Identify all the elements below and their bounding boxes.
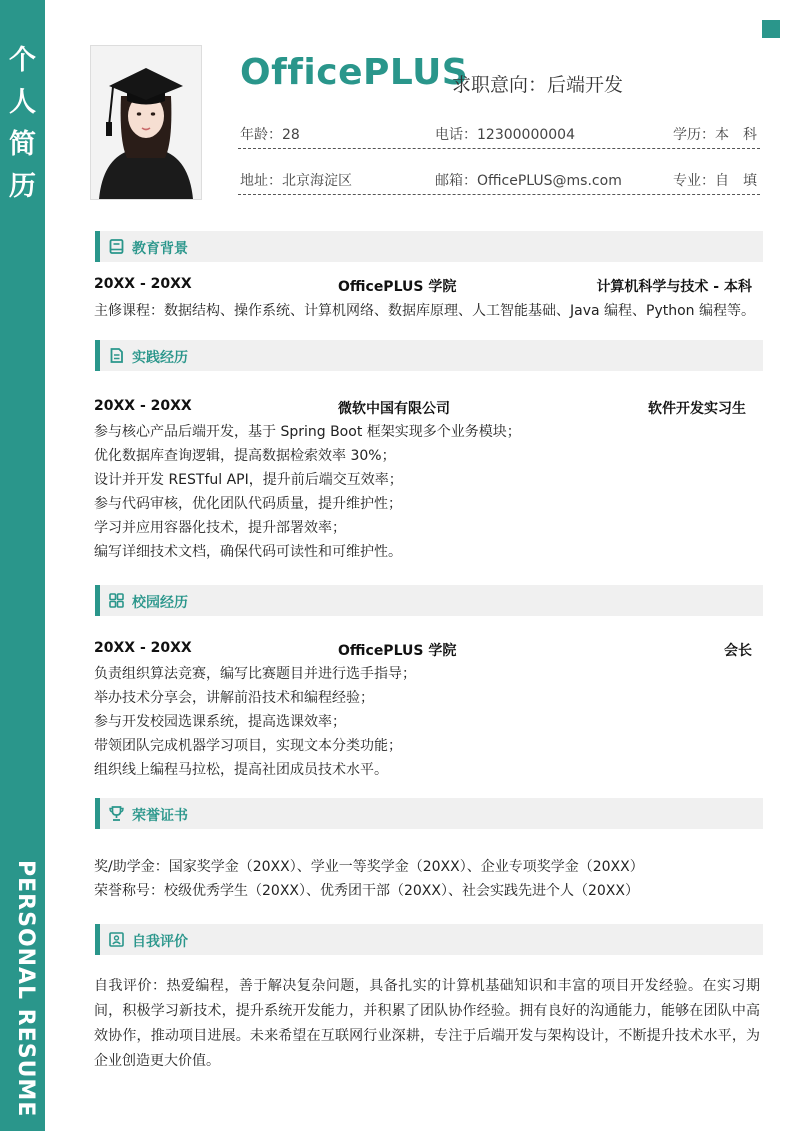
list-item: 参与开发校园选课系统，提高选课效率； [94, 714, 346, 730]
list-item: 编写详细技术文档，确保代码可读性和可维护性。 [94, 544, 402, 560]
book-icon [108, 238, 125, 255]
degree-field: 学历：本 科 [673, 127, 757, 143]
sidebar-english-title: PERSONAL RESUME [13, 860, 38, 1118]
self-eval-text: 自我评价：热爱编程，善于解决复杂问题，具备扎实的计算机基础知识和丰富的项目开发经验。在实习期间，积极学习新技术，提升系统开发能力，并积累了团队协作经验。拥有良好的沟通能力，能够在团队中高效协作，推动项目进展。未来希望在互联网行业深耕，专注于后端开发与架构设计，不断提升技术水平，为企业创造更大价值。 [94, 978, 760, 1069]
sidebar-title-char: 个 [9, 45, 36, 76]
info-row-1 [238, 118, 760, 149]
age-field: 年龄：28 [240, 127, 300, 143]
education-period: 20XX - 20XX [94, 276, 192, 292]
corner-decoration [762, 20, 780, 38]
list-item: 优化数据库查询逻辑，提高数据检索效率 30%； [94, 448, 396, 464]
campus-org: OfficePLUS 学院 [338, 643, 457, 659]
list-item: 设计并开发 RESTful API，提升前后端交互效率； [94, 472, 403, 488]
section-title: 实践经历 [132, 350, 188, 366]
education-courses: 主修课程：数据结构、操作系统、计算机网络、数据库原理、人工智能基础、Java 编程、Python 编程等。 [94, 303, 755, 319]
info-row-2 [238, 164, 760, 195]
sidebar [0, 0, 45, 1131]
trophy-icon [108, 805, 125, 822]
practice-details [94, 420, 760, 564]
phone-field: 电话：12300000004 [435, 127, 575, 143]
list-item: 荣誉称号：校级优秀学生（20XX）、优秀团干部（20XX）、社会实践先进个人（20XX） [94, 883, 639, 899]
section-title: 校园经历 [132, 595, 188, 611]
list-item: 参与核心产品后端开发，基于 Spring Boot 框架实现多个业务模块； [94, 424, 521, 440]
section-title: 荣誉证书 [132, 808, 188, 824]
practice-company: 微软中国有限公司 [338, 401, 450, 417]
sidebar-title-char: 历 [9, 171, 36, 202]
list-item: 奖/助学金：国家奖学金（20XX）、学业一等奖学金（20XX）、企业专项奖学金（20XX） [94, 859, 644, 875]
section-title: 教育背景 [132, 241, 188, 257]
education-degree: 计算机科学与技术 - 本科 [596, 279, 752, 295]
section-practice [95, 340, 763, 371]
person-card-icon [108, 931, 125, 948]
practice-period: 20XX - 20XX [94, 398, 192, 414]
education-entry [94, 276, 752, 298]
campus-period: 20XX - 20XX [94, 640, 192, 656]
section-education [95, 231, 763, 262]
campus-entry [94, 640, 752, 662]
list-item: 参与代码审核，优化团队代码质量，提升维护性； [94, 496, 402, 512]
job-intent: 求职意向：后端开发 [452, 74, 624, 96]
list-item: 带领团队完成机器学习项目，实现文本分类功能； [94, 738, 402, 754]
list-item: 举办技术分享会，讲解前沿技术和编程经验； [94, 690, 374, 706]
sidebar-title-char: 人 [9, 87, 36, 118]
section-campus [95, 585, 763, 616]
list-item: 负责组织算法竞赛，编写比赛题目并进行选手指导； [94, 666, 416, 682]
sidebar-title [0, 40, 45, 208]
grid-icon [108, 592, 125, 609]
practice-entry [94, 398, 752, 420]
address-field: 地址：北京海淀区 [240, 173, 352, 189]
major-field: 专业：自 填 [673, 173, 757, 189]
email-field: 邮箱：OfficePLUS@ms.com [435, 173, 622, 189]
campus-details [94, 662, 760, 782]
graduate-portrait-icon [91, 46, 201, 199]
education-details [94, 299, 760, 323]
sidebar-title-char: 简 [9, 129, 36, 160]
section-honors [95, 798, 763, 829]
list-item: 组织线上编程马拉松，提高社团成员技术水平。 [94, 762, 388, 778]
honors-details [94, 855, 760, 903]
campus-role: 会长 [724, 643, 752, 659]
document-icon [108, 347, 125, 364]
education-school: OfficePLUS 学院 [338, 279, 457, 295]
section-title: 自我评价 [132, 934, 188, 950]
section-self-eval [95, 924, 763, 955]
applicant-name: OfficePLUS [240, 52, 469, 93]
practice-role: 软件开发实习生 [648, 401, 746, 417]
list-item: 学习并应用容器化技术，提升部署效率； [94, 520, 346, 536]
profile-photo [90, 45, 202, 200]
